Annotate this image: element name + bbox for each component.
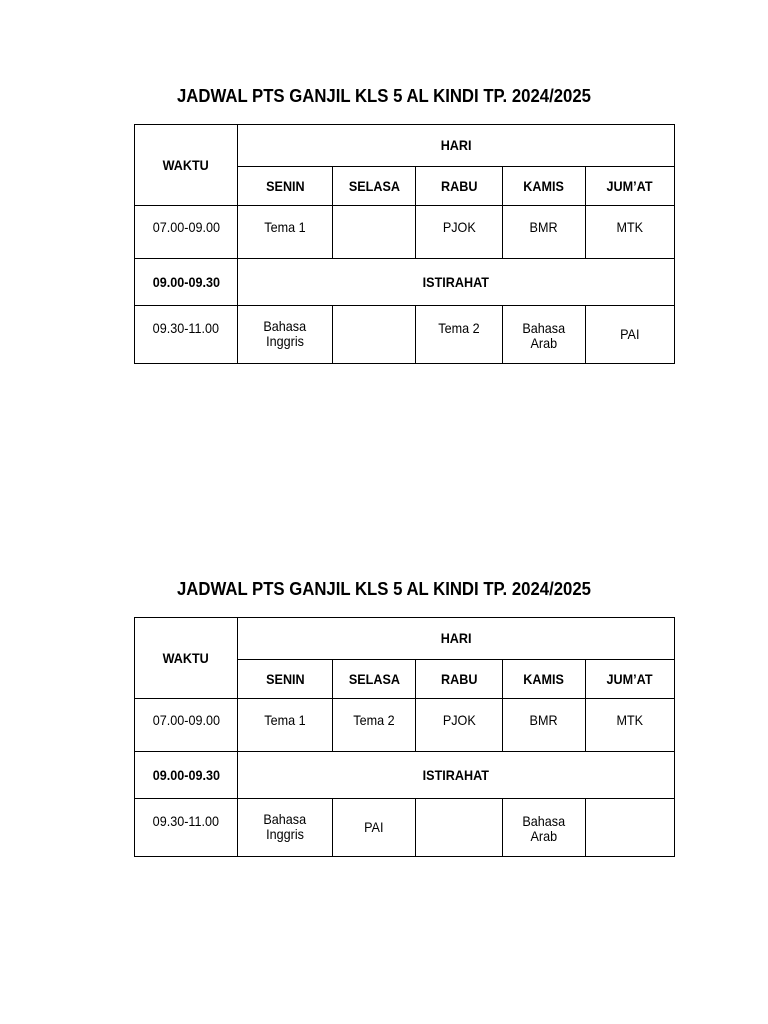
- subject-cell: Bahasa Inggris: [238, 799, 333, 857]
- break-label: ISTIRAHAT: [238, 752, 675, 799]
- break-label: ISTIRAHAT: [238, 259, 675, 306]
- header-day-rabu: RABU: [416, 660, 503, 699]
- subject-cell: [416, 799, 503, 857]
- subject-cell: Tema 1: [238, 699, 333, 752]
- subject-cell: Tema 2: [333, 699, 416, 752]
- subject-cell: Bahasa Inggris: [238, 306, 333, 364]
- subject-cell: PJOK: [416, 206, 503, 259]
- header-day-jumat: JUM’AT: [586, 167, 675, 206]
- schedule-table: [134, 617, 675, 857]
- subject-cell: PJOK: [416, 699, 503, 752]
- subject-cell: PAI: [333, 799, 416, 857]
- break-time-cell: 09.00-09.30: [135, 752, 238, 799]
- header-waktu: WAKTU: [135, 618, 238, 699]
- time-cell: 07.00-09.00: [135, 699, 238, 752]
- subject-cell: [586, 799, 675, 857]
- subject-cell: Bahasa Arab: [503, 799, 586, 857]
- schedule-title: JADWAL PTS GANJIL KLS 5 AL KINDI TP. 2024/2025: [177, 579, 591, 599]
- header-day-jumat: JUM’AT: [586, 660, 675, 699]
- subject-cell: BMR: [503, 699, 586, 752]
- subject-cell: PAI: [586, 306, 675, 364]
- subject-cell: MTK: [586, 206, 675, 259]
- break-time-cell: 09.00-09.30: [135, 259, 238, 306]
- subject-cell: [333, 306, 416, 364]
- header-day-rabu: RABU: [416, 167, 503, 206]
- subject-cell: [333, 206, 416, 259]
- subject-cell: Tema 2: [416, 306, 503, 364]
- header-day-kamis: KAMIS: [503, 167, 586, 206]
- time-cell: 09.30-11.00: [135, 799, 238, 857]
- header-hari: HARI: [238, 618, 675, 660]
- header-hari: HARI: [238, 125, 675, 167]
- time-cell: 09.30-11.00: [135, 306, 238, 364]
- header-day-selasa: SELASA: [333, 660, 416, 699]
- header-day-kamis: KAMIS: [503, 660, 586, 699]
- header-day-selasa: SELASA: [333, 167, 416, 206]
- header-waktu: WAKTU: [135, 125, 238, 206]
- subject-cell: BMR: [503, 206, 586, 259]
- header-day-senin: SENIN: [238, 660, 333, 699]
- schedule-title: JADWAL PTS GANJIL KLS 5 AL KINDI TP. 2024/2025: [177, 86, 591, 106]
- time-cell: 07.00-09.00: [135, 206, 238, 259]
- schedule-table: [134, 124, 675, 364]
- subject-cell: Bahasa Arab: [503, 306, 586, 364]
- subject-cell: Tema 1: [238, 206, 333, 259]
- header-day-senin: SENIN: [238, 167, 333, 206]
- subject-cell: MTK: [586, 699, 675, 752]
